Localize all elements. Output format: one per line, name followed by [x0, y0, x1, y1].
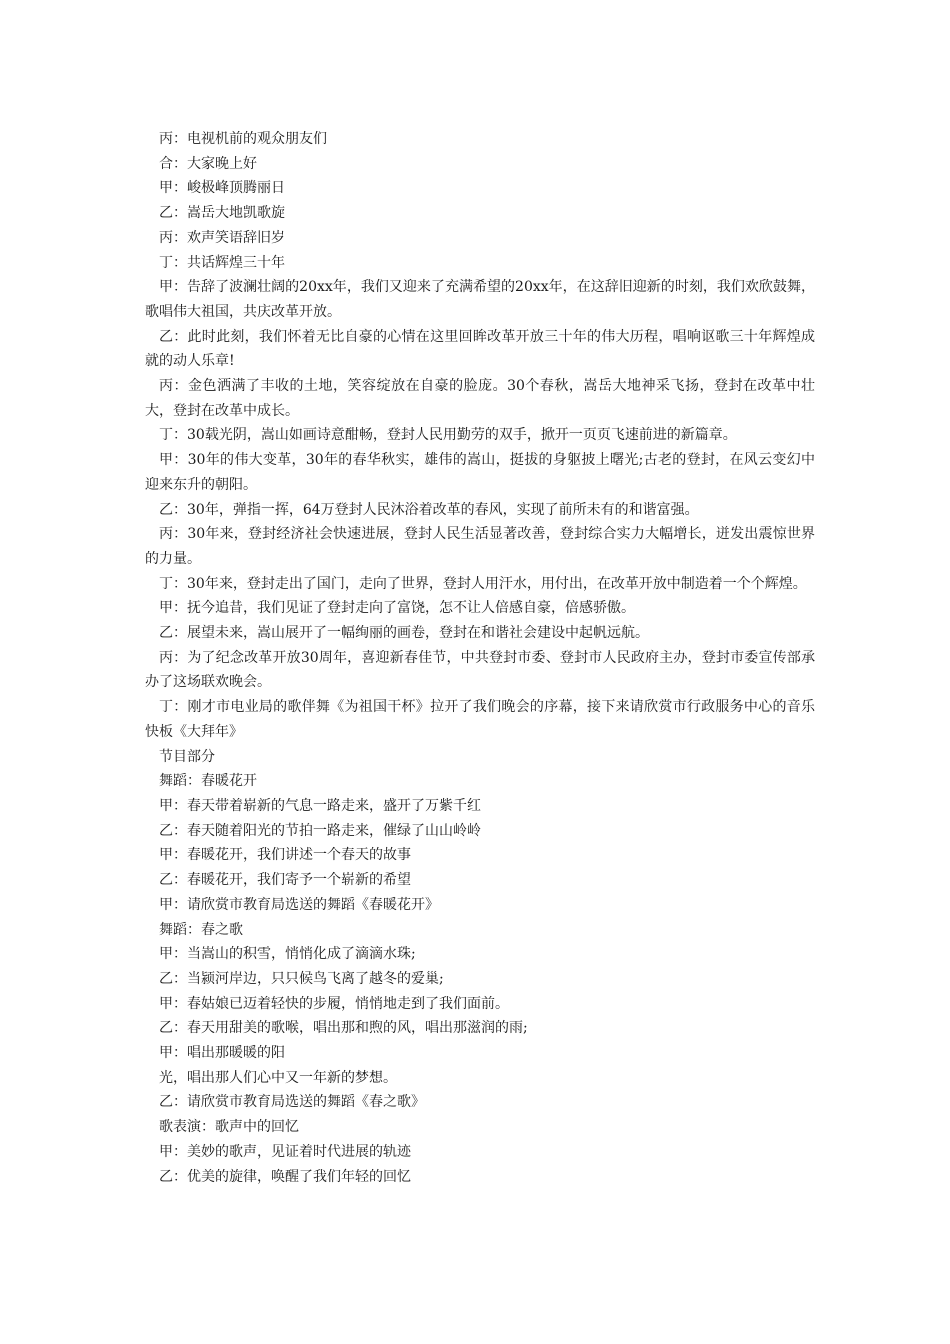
script-paragraph: 乙：春天用甜美的歌喉，唱出那和煦的风，唱出那滋润的雨; — [159, 1020, 528, 1037]
script-paragraph: 乙：嵩岳大地凯歌旋 — [159, 205, 285, 222]
script-paragraph: 丙：电视机前的观众朋友们 — [159, 131, 327, 147]
script-paragraph: 乙：优美的旋律，唤醒了我们年轻的回忆 — [159, 1168, 411, 1185]
script-paragraph: 乙：当颍河岸边，只只候鸟飞离了越冬的爱巢; — [159, 970, 444, 987]
script-paragraph: 甲：当嵩山的积雪，悄悄化成了滴滴水珠; — [159, 946, 416, 963]
script-paragraph: 光，唱出那人们心中又一年新的梦想。 — [159, 1069, 397, 1086]
script-paragraph: 丙：为了纪念改革开放30周年，喜迎新春佳节，中共登封市委、登封市人民政府主办，登封市委宣传部承办了这场联欢晚会。 — [145, 649, 815, 691]
script-paragraph: 甲：峻极峰顶腾丽日 — [159, 180, 285, 197]
script-paragraph: 甲：春暖花开，我们讲述一个春天的故事 — [159, 847, 411, 864]
script-paragraph: 舞蹈：春暖花开 — [159, 773, 257, 790]
script-paragraph: 节目部分 — [159, 748, 215, 765]
script-paragraph: 甲：唱出那暖暖的阳 — [159, 1045, 285, 1062]
script-paragraph: 乙：此时此刻，我们怀着无比自豪的心情在这里回眸改革开放三十年的伟大历程，唱响讴歌三十年辉煌成就的动人乐章! — [145, 328, 815, 370]
script-paragraph: 甲：抚今追昔，我们见证了登封走向了富饶，怎不让人倍感自豪，倍感骄傲。 — [159, 600, 635, 617]
script-paragraph: 丁：刚才市电业局的歌伴舞《为祖国干杯》拉开了我们晚会的序幕，接下来请欣赏市行政服务中心的音乐快板《大拜年》 — [145, 699, 815, 740]
script-paragraph: 甲：30年的伟大变革，30年的春华秋实，雄伟的嵩山，挺拔的身躯披上曙光;古老的登封，在风云变幻中迎来东升的朝阳。 — [145, 452, 815, 493]
script-paragraph: 甲：春天带着崭新的气息一路走来，盛开了万紫千红 — [159, 797, 481, 814]
script-paragraph: 丁：30载光阴，嵩山如画诗意酣畅，登封人民用勤劳的双手，掀开一页页飞速前进的新篇章。 — [159, 427, 737, 444]
script-paragraph: 甲：美妙的歌声，见证着时代进展的轨迹 — [159, 1143, 411, 1160]
script-paragraph: 乙：展望未来，嵩山展开了一幅绚丽的画卷，登封在和谐社会建设中起帆远航。 — [159, 625, 649, 642]
script-paragraph: 丁：共话辉煌三十年 — [159, 254, 285, 271]
script-paragraph: 乙：请欣赏市教育局选送的舞蹈《春之歌》 — [159, 1094, 425, 1111]
script-paragraph: 丙：金色洒满了丰收的土地，笑容绽放在自豪的脸庞。30个春秋，嵩岳大地神采飞扬，登封在改革中壮大，登封在改革中成长。 — [145, 378, 815, 419]
script-paragraph: 丁：30年来，登封走出了国门，走向了世界，登封人用汗水，用付出，在改革开放中制造着一个个辉煌。 — [159, 575, 807, 592]
script-paragraph: 甲：告辞了波澜壮阔的20xx年，我们又迎来了充满希望的20xx年，在这辞旧迎新的时刻，我们欢欣鼓舞，歌唱伟大祖国，共庆改革开放。 — [145, 279, 815, 320]
script-paragraph: 乙：春天随着阳光的节拍一路走来，催绿了山山岭岭 — [159, 822, 481, 839]
script-paragraph: 甲：请欣赏市教育局选送的舞蹈《春暖花开》 — [159, 896, 439, 913]
script-paragraph: 舞蹈：春之歌 — [159, 921, 243, 938]
script-paragraph: 乙：春暖花开，我们寄予一个崭新的希望 — [159, 872, 411, 889]
script-paragraph: 乙：30年，弹指一挥，64万登封人民沐浴着改革的春风，实现了前所未有的和谐富强。 — [159, 501, 699, 518]
script-paragraph: 甲：春姑娘已迈着轻快的步履，悄悄地走到了我们面前。 — [159, 995, 509, 1012]
script-paragraph: 丙：30年来，登封经济社会快速进展，登封人民生活显著改善，登封综合实力大幅增长，迸发出震惊世界的力量。 — [145, 526, 815, 567]
document-body — [145, 127, 815, 1189]
script-paragraph: 合：大家晚上好 — [159, 155, 257, 172]
script-paragraph: 丙：欢声笑语辞旧岁 — [159, 229, 285, 246]
script-paragraph: 歌表演：歌声中的回忆 — [159, 1119, 299, 1136]
